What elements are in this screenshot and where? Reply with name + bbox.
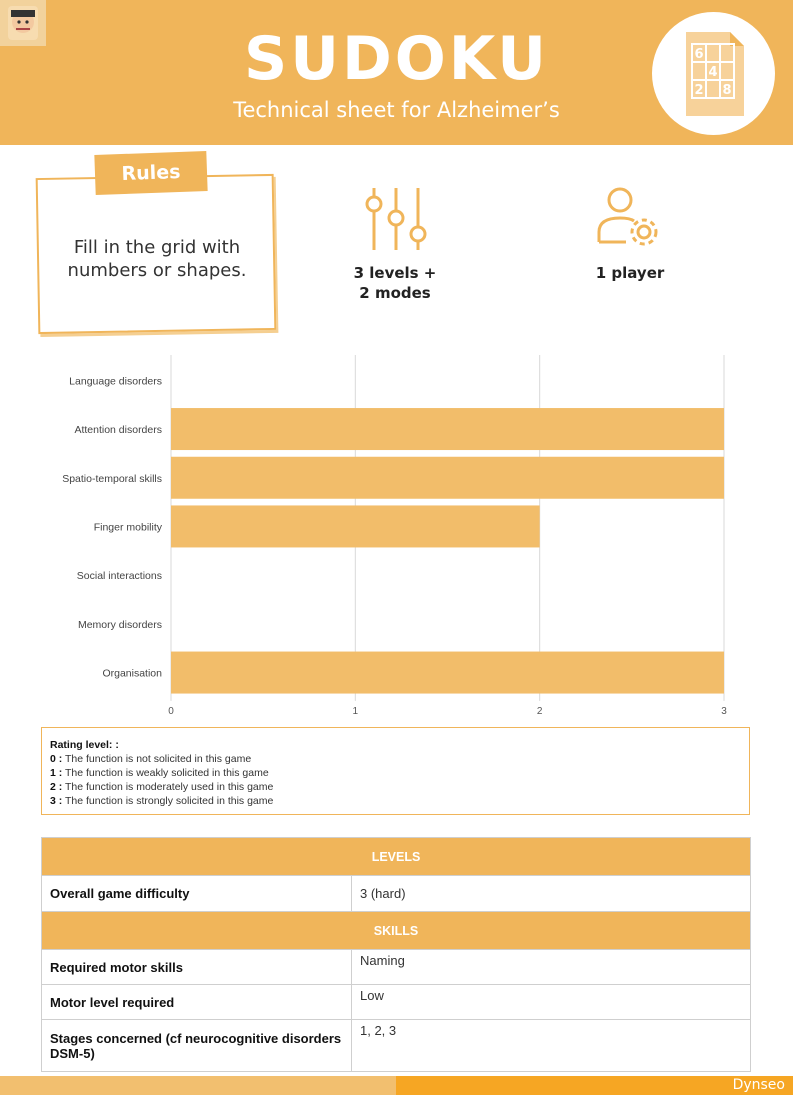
rating-title: Rating level: : bbox=[50, 739, 119, 751]
footer-bar-left bbox=[0, 1076, 396, 1095]
category-label: Spatio-temporal skills bbox=[62, 472, 162, 485]
bar bbox=[171, 505, 540, 547]
motor-skills-value: Naming bbox=[352, 950, 751, 985]
grid-digit: 4 bbox=[708, 65, 718, 80]
footer-brand: Dynseo bbox=[732, 1077, 785, 1093]
category-label: Finger mobility bbox=[93, 521, 162, 534]
bar bbox=[171, 457, 724, 499]
rating-legend bbox=[41, 727, 750, 815]
x-tick-label: 3 bbox=[721, 705, 727, 717]
levels-label bbox=[330, 263, 460, 303]
rating-item-0: 0 : The function is not solicited in this game bbox=[50, 753, 252, 765]
difficulty-label: Overall game difficulty bbox=[42, 876, 352, 912]
players-label: 1 player bbox=[595, 264, 665, 282]
x-tick-label: 0 bbox=[168, 705, 174, 717]
rating-item-2: 2 : The function is moderately used in this game bbox=[50, 781, 274, 793]
rules-tab: Rules bbox=[94, 151, 207, 195]
skills-header: SKILLS bbox=[42, 912, 751, 950]
category-label: Social interactions bbox=[76, 570, 162, 583]
motor-level-value: Low bbox=[352, 985, 751, 1020]
category-label: Organisation bbox=[102, 667, 162, 680]
category-label: Memory disorders bbox=[77, 618, 162, 631]
rating-item-3: 3 : The function is strongly solicited in this game bbox=[50, 795, 274, 807]
motor-level-label: Motor level required bbox=[42, 985, 352, 1020]
x-tick-label: 2 bbox=[536, 705, 543, 717]
bar bbox=[171, 408, 724, 450]
info-table bbox=[41, 837, 751, 1072]
stages-label: Stages concerned (cf neurocognitive disorders DSM-5) bbox=[42, 1020, 352, 1072]
levels-header: LEVELS bbox=[42, 838, 751, 876]
category-label: Language disorders bbox=[69, 375, 162, 388]
rules-text: Fill in the grid with numbers or shapes. bbox=[67, 237, 247, 281]
x-tick-label: 1 bbox=[352, 705, 359, 717]
bar bbox=[171, 652, 724, 694]
difficulty-value: 3 (hard) bbox=[352, 876, 751, 912]
grid-digit: 2 bbox=[694, 83, 704, 98]
grid-digit: 8 bbox=[722, 83, 732, 98]
page-title: SUDOKU bbox=[244, 24, 549, 94]
grid-digit: 6 bbox=[694, 47, 704, 62]
category-label: Attention disorders bbox=[74, 424, 162, 437]
motor-skills-label: Required motor skills bbox=[42, 950, 352, 985]
levels-line-1: 3 levels + bbox=[353, 264, 437, 282]
skills-bar-chart bbox=[0, 355, 793, 717]
sliders-icon bbox=[360, 184, 432, 254]
sudoku-document-icon bbox=[652, 12, 775, 135]
player-settings-icon bbox=[596, 186, 662, 250]
page-subtitle: Technical sheet for Alzheimer’s bbox=[233, 98, 560, 122]
rating-item-1: 1 : The function is weakly solicited in this game bbox=[50, 767, 269, 779]
stages-value: 1, 2, 3 bbox=[352, 1020, 751, 1072]
levels-line-2: 2 modes bbox=[359, 284, 431, 302]
